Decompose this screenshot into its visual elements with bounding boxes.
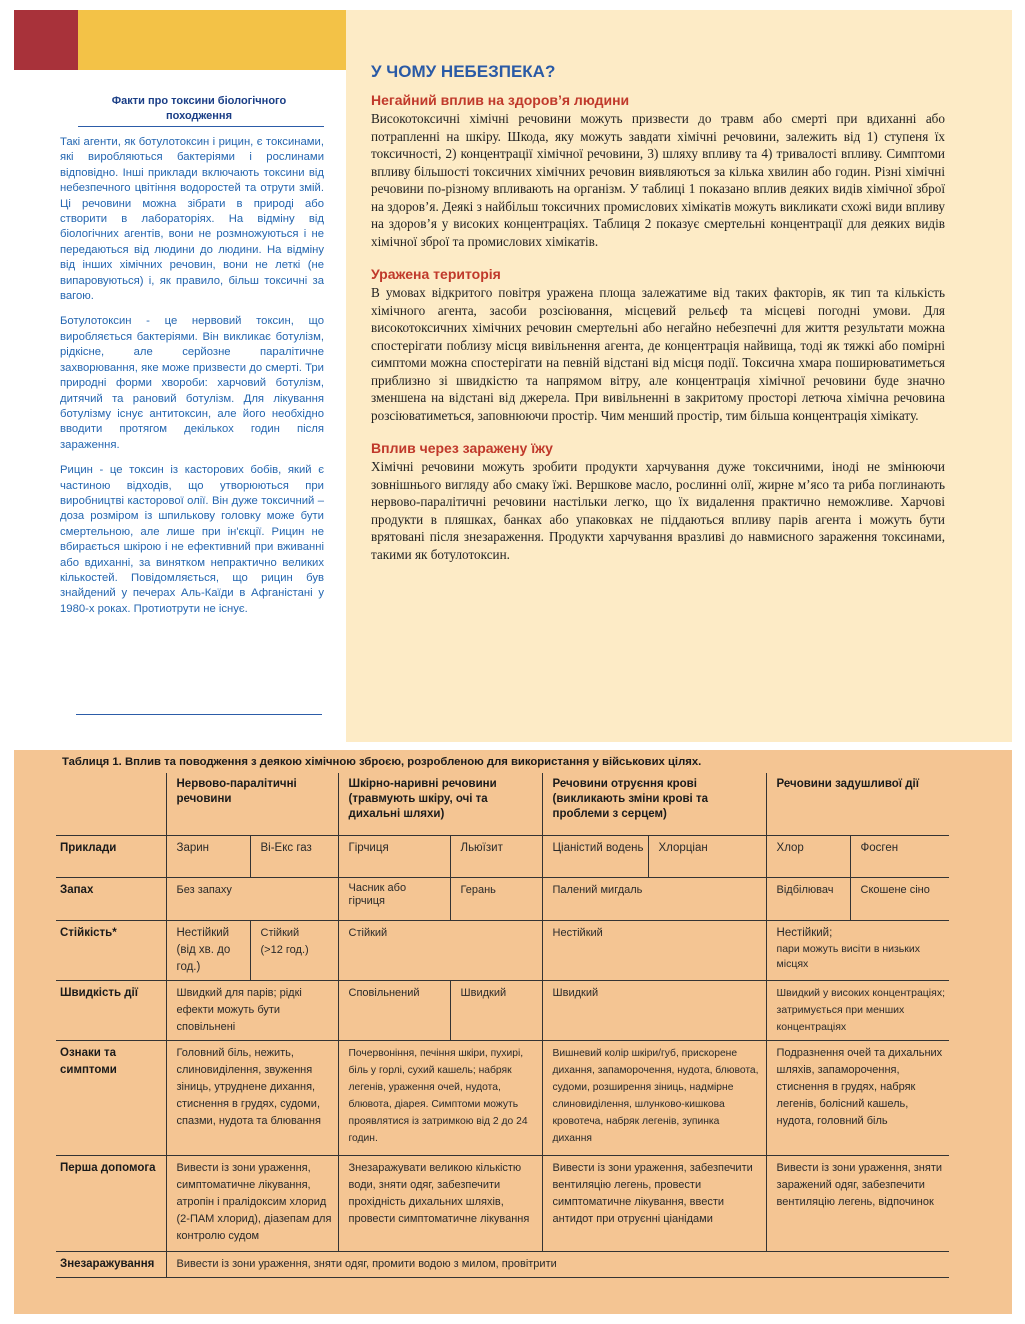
cell-odor-mustard: Часник або гірчиця <box>338 877 450 920</box>
sidebar-toxins-facts <box>60 94 324 627</box>
table-row-decontamination <box>56 1251 949 1277</box>
sidebar-bottom-divider <box>76 714 322 715</box>
row-label-speed: Швидкість дії <box>56 980 166 1040</box>
cell-first-aid-blood: Вивести із зони ураження, забезпечити вентиляцію легень, провести симптоматичне лікування, ввести антидот при отруєнні ціанідами <box>542 1155 766 1251</box>
cell-speed-choking: Швидкий у високих концентраціях; затримується при менших концентраціях <box>766 980 949 1040</box>
col-header-blister-agents: Шкірно-наривні речовини (травмують шкіру, очі та дихальні шляхи) <box>338 773 542 835</box>
main-article <box>371 62 945 579</box>
col-header-nerve-agents: Нервово-паралітичні речовини <box>166 773 338 835</box>
section-heading-health-impact: Негайний вплив на здоров’я людини <box>371 92 630 108</box>
cell-first-aid-choking: Вивести із зони ураження, зняти заражений одяг, забезпечити вентиляцію легень, відпочинок <box>766 1155 949 1251</box>
page-title: У ЧОМУ НЕБЕЗПЕКА? <box>371 62 556 81</box>
cell-persistence-choking-label: Нестійкий; <box>776 926 833 939</box>
corner-red-block <box>14 10 78 70</box>
row-label-symptoms-line1: Ознаки та <box>60 1046 117 1059</box>
cell-speed-lewisite: Швидкий <box>450 980 542 1040</box>
table-row-odor <box>56 877 949 920</box>
cell-odor-blood: Палений мигдаль <box>542 877 766 920</box>
cell-cyanogen-chloride: Хлорціан <box>648 835 766 877</box>
cell-lewisite: Льюїзит <box>450 835 542 877</box>
table-row-persistence <box>56 920 949 980</box>
table-caption: Таблиця 1. Вплив та поводження з деякою хімічною зброєю, розробленою для використання у військових цілях. <box>62 756 702 768</box>
sidebar-paragraph-toxins: Такі агенти, як ботулотоксин і рицин, є токсинами, які виробляються бактеріями і рослинами відповідно. Інші приклади включають токсини від небезпечного цвітіння водоростей та отрути змій. Ці речовини можна зібрати в природі або створити в лабораторіях. На відміну від біологічних агентів, вони не розмножуються і не передаються від людини до людини. На відміну від інших хімічних речовин, вони не леткі (не випаровуються) і, як правило, більш токсичні за вагою. <box>60 136 324 303</box>
cell-symptoms-blister: Почервоніння, печіння шкіри, пухирі, біль у горлі, сухий кашель; набряк легенів, ураження очей, нудота, блювота, діарея. Симптоми можуть проявлятися із затримкою від 2 до 24 годин. <box>338 1040 542 1155</box>
section-text-health-impact: Високотоксичні хімічні речовини можуть призвести до травм або смерті при вдиханні або потрапленні на шкіру. Шкода, яку можуть завдати хімічні речовини, залежить від 1) ступеня їх токсичності, 2) концентрації хімічної речовини, 3) шляху впливу та 4) тривалості впливу. Симптоми впливу більшості токсичних хімічних речовин виявляються за кілька хвилин або годин. Різні хімічні речовини по-різному впливають на організм. У таблиці 1 показано вплив деяких видів хімічної зброї на здоров’я. Деякі з найбільш токсичних промислових хімікатів можуть викликати схожі види впливу на здоров’я у високих концентраціях. Таблиця 2 показує смертельні концентрації для деяких видів хімічної зброї та промислових хімікатів. <box>371 111 945 249</box>
sidebar-title-line2: походження <box>166 110 232 122</box>
cell-sarin: Зарин <box>166 835 250 877</box>
row-label-odor: Запах <box>56 877 166 920</box>
row-label-decontamination: Знезаражування <box>56 1251 166 1277</box>
cell-vx-gas: Ві-Екс газ <box>250 835 338 877</box>
section-text-affected-area: В умовах відкритого повітря уражена площа залежатиме від таких факторів, як тип та кількість хімічного агента, засоби розсіювання, місцевий рельєф та місцеві погодні умови. Для високотоксичних хімічних речовин смертельні або негайно небезпечні для життя результати можна спостерігати поблизу місця вивільнення агента, де концентрація найвища, тоді як тяжкі або помірні симптоми можна спостерігати на певній відстані від місця події. Токсична хмара поширюватиметься приблизно зі швидкістю та напрямом вітру, але концентрація хімічної речовини буде значно зменшена на відстані від джерела. При вивільненні в закритому просторі летюча хімічна речовина розсіюватиметься, заповнюючи простір. Чим менший простір, тим більша концентрація хімікату. <box>371 285 945 423</box>
chemical-weapons-table <box>56 773 949 1278</box>
cell-odor-lewisite: Герань <box>450 877 542 920</box>
section-text-contaminated-food: Хімічні речовини можуть зробити продукти харчування дуже токсичними, іноді не змінюючи зовнішнього вигляду або смаку їжі. Вершкове масло, рослинні олії, жирне м’ясо та риба поглинають нервово-паралітичні речовини настільки легко, що їх видалення практично неможливе. Харчові продукти в пляшках, банках або упаковках не піддаються впливу парів агента і можуть бути врятовані після знезараження. Продукти харчування вразливі до навмисного зараження токсинами, такими як ботулотоксин. <box>371 459 945 562</box>
table-row-symptoms <box>56 1040 949 1155</box>
cell-chlorine: Хлор <box>766 835 850 877</box>
row-label-persistence: Стійкість* <box>56 920 166 980</box>
cell-phosgene: Фосген <box>850 835 949 877</box>
cell-hydrogen-cyanide: Ціаністий водень <box>542 835 648 877</box>
table-row-first-aid <box>56 1155 949 1251</box>
table-row-speed <box>56 980 949 1040</box>
cell-mustard: Гірчиця <box>338 835 450 877</box>
cell-speed-blood: Швидкий <box>542 980 766 1040</box>
corner-yellow-block <box>78 10 346 70</box>
section-heading-contaminated-food: Вплив через заражену їжу <box>371 440 553 456</box>
cell-symptoms-nerve: Головний біль, нежить, слиновиділення, звуження зіниць, утруднене дихання, стиснення в грудях, судоми, спазми, нудота та блювання <box>166 1040 338 1155</box>
cell-odor-chlorine: Відбілювач <box>766 877 850 920</box>
cell-persistence-choking-note: пари можуть висіти в низьких місцях <box>776 942 920 970</box>
cell-persistence-choking <box>766 920 949 980</box>
cell-speed-mustard: Сповільнений <box>338 980 450 1040</box>
table-row-examples <box>56 835 949 877</box>
cell-decontamination: Вивести із зони ураження, зняти одяг, промити водою з милом, провітрити <box>166 1251 949 1277</box>
cell-persistence-sarin: Нестійкий (від хв. до год.) <box>166 920 250 980</box>
table-header-row <box>56 773 949 835</box>
row-label-symptoms <box>56 1040 166 1155</box>
table-corner-cell <box>56 773 166 835</box>
cell-persistence-vx-duration: (>12 год.) <box>260 943 309 956</box>
cell-speed-nerve: Швидкий для парів; рідкі ефекти можуть бути сповільнені <box>166 980 338 1040</box>
col-header-choking-agents: Речовини задушливої дії <box>766 773 949 835</box>
cell-persistence-vx-label: Стійкий <box>260 926 300 939</box>
cell-persistence-blister: Стійкий <box>338 920 542 980</box>
cell-odor-nerve: Без запаху <box>166 877 338 920</box>
col-header-blood-agents: Речовини отруєння крові (викликають зміни крові та проблеми з серцем) <box>542 773 766 835</box>
section-heading-affected-area: Уражена територія <box>371 266 501 282</box>
cell-first-aid-blister: Знезаражувати великою кількістю води, зняти одяг, забезпечити прохідність дихальних шляхів, провести симптоматичне лікування <box>338 1155 542 1251</box>
cell-symptoms-blood: Вишневий колір шкіри/губ, прискорене дихання, запаморочення, нудота, блювота, судоми, розширення зіниць, надмірне слиновиділення, шлунково-кишкова кровотеча, набряк легенів, зупинка дихання <box>542 1040 766 1155</box>
sidebar-paragraph-botulinum: Ботулотоксин - це нервовий токсин, що виробляється бактеріями. Він викликає ботулізм, рідкісне, але серйозне паралітичне захворювання, яке може призвести до смерті. Три природні форми хвороби: харчовий ботулізм, дитячий та рановий ботулізм. Для лікування ботулізму існує антитоксин, але його необхідно вводити протягом декількох годин після зараження. <box>60 315 324 451</box>
sidebar-paragraph-ricin: Рицин - це токсин із касторових бобів, який є частиною відходів, що утворюються при виробництві касторової олії. Він дуже токсичний – доза розміром із шпилькову головку може бути смертельною, але лише при ін'єкції. Рицин не вбирається шкірою і не ефективний при вживанні або вдиханні, за винятком непрактично великих кількостей. Повідомляється, що рицин був знайдений у печерах Аль-Каїди в Афганістані у 1980-х роках. Протиотрути не існує. <box>60 464 324 615</box>
sidebar-title-line1: Факти про токсини біологічного <box>111 95 287 107</box>
sidebar-title-divider <box>78 126 324 127</box>
cell-persistence-blood: Нестійкий <box>542 920 766 980</box>
cell-symptoms-choking: Подразнення очей та дихальних шляхів, запаморочення, стиснення в грудях, набряк легенів, болісний кашель, нудота, головний біль <box>766 1040 949 1155</box>
row-label-symptoms-line2: симптоми <box>60 1063 117 1076</box>
cell-first-aid-nerve: Вивести із зони ураження, симптоматичне лікування, атропін і пралідоксим хлорид (2-ПАМ хлорид), діазепам для контролю судом <box>166 1155 338 1251</box>
cell-odor-phosgene: Скошене сіно <box>850 877 949 920</box>
cell-persistence-vx <box>250 920 338 980</box>
row-label-first-aid: Перша допомога <box>56 1155 166 1251</box>
row-label-examples: Приклади <box>56 835 166 877</box>
